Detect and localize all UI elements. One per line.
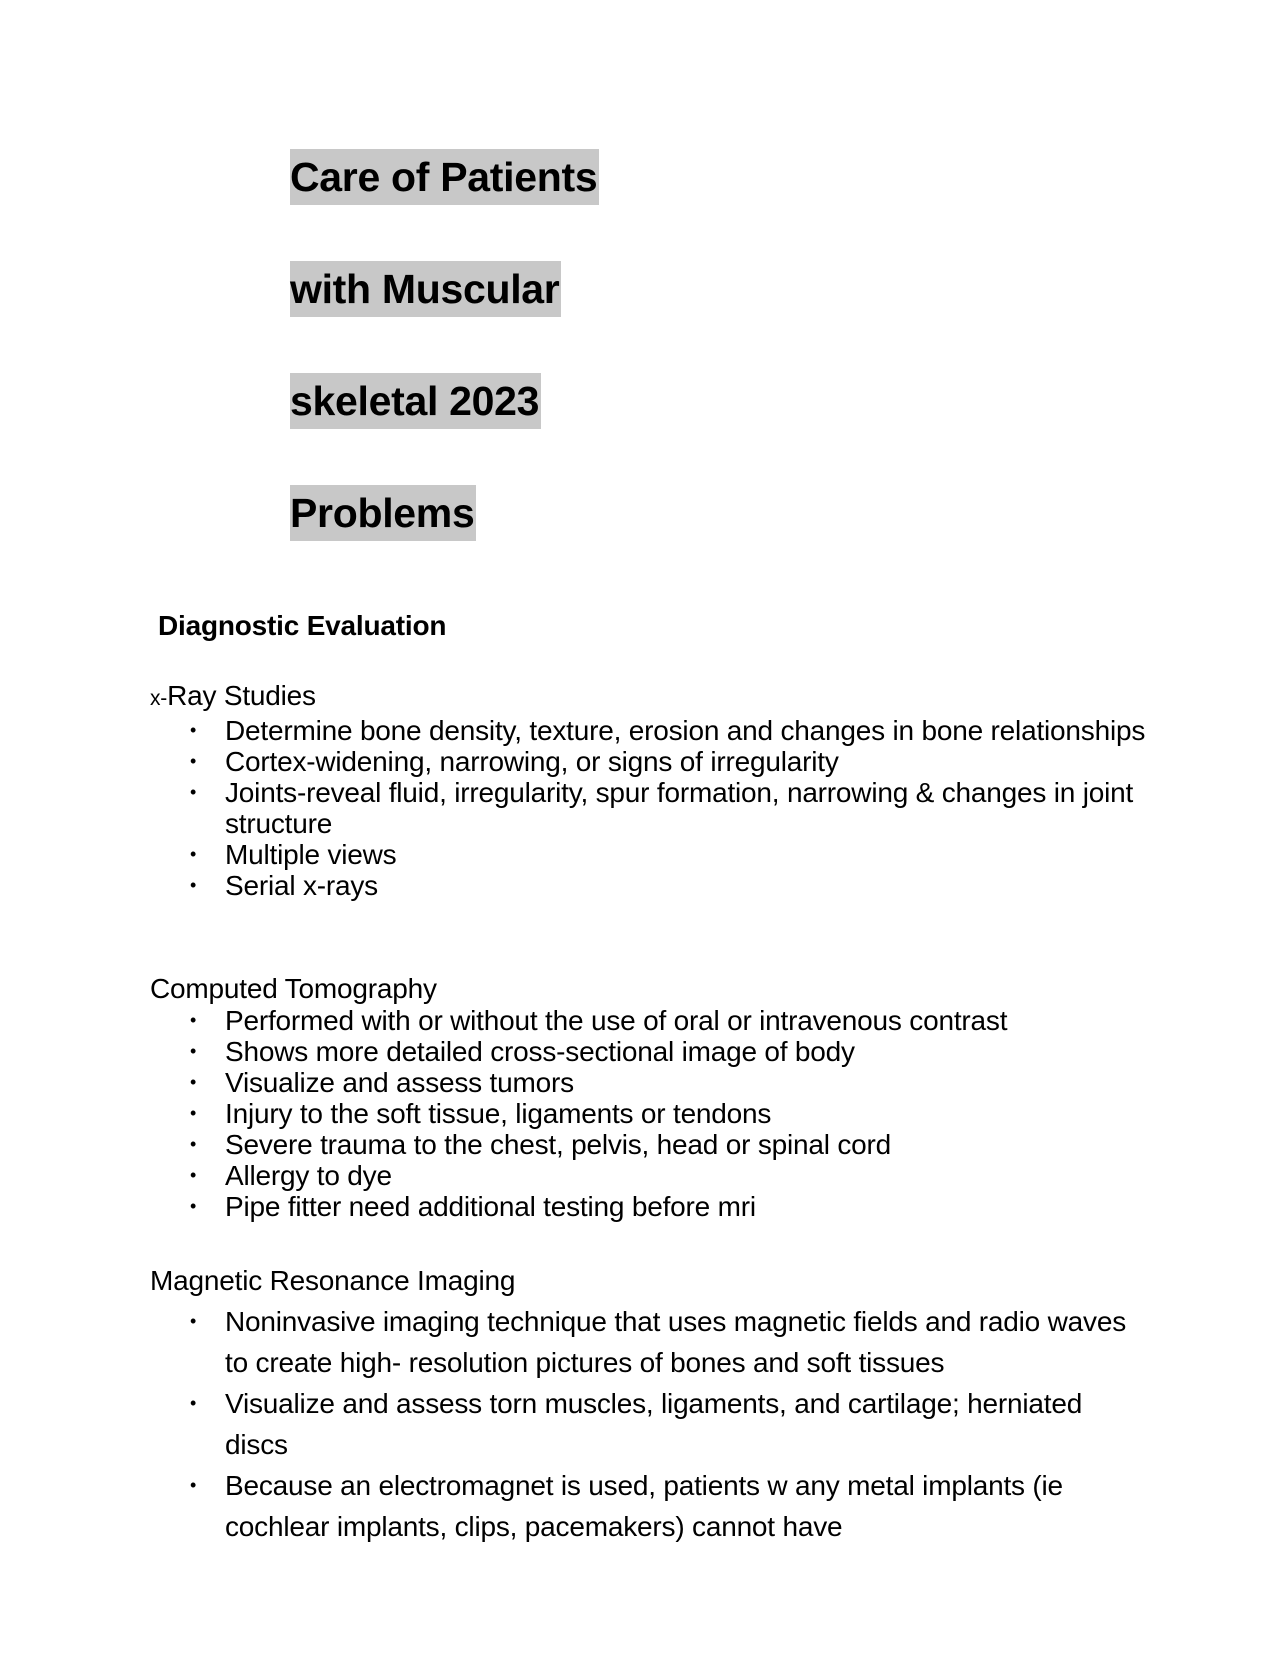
mri-bullet-list bbox=[150, 1301, 1150, 1547]
list-item-text: Performed with or without the use of oral or intravenous contrast bbox=[225, 1005, 1008, 1036]
list-item bbox=[150, 1067, 1150, 1098]
list-item-text: Visualize and assess torn muscles, ligaments, and cartilage; herniated discs bbox=[225, 1388, 1083, 1460]
bullet-glyph: • bbox=[190, 1041, 197, 1061]
bullet-glyph: • bbox=[190, 720, 197, 740]
bullet-glyph: • bbox=[190, 1165, 197, 1185]
title-line bbox=[290, 373, 599, 485]
section-heading: Diagnostic Evaluation bbox=[158, 610, 447, 641]
list-item bbox=[150, 1383, 1150, 1465]
xray-title-rest: Ray Studies bbox=[167, 680, 316, 711]
title-line bbox=[290, 261, 599, 373]
list-item-text: Allergy to dye bbox=[225, 1160, 392, 1191]
bullet-glyph: • bbox=[190, 1134, 197, 1154]
list-item bbox=[150, 1465, 1150, 1547]
list-item-text: Cortex-widening, narrowing, or signs of irregularity bbox=[225, 746, 839, 777]
list-item-text: Pipe fitter need additional testing before mri bbox=[225, 1191, 756, 1222]
list-item-text: Joints-reveal fluid, irregularity, spur formation, narrowing & changes in joint structure bbox=[225, 777, 1134, 839]
list-item-text: Visualize and assess tumors bbox=[225, 1067, 574, 1098]
bullet-glyph: • bbox=[190, 875, 197, 895]
bullet-glyph: • bbox=[190, 1072, 197, 1092]
list-item bbox=[150, 1191, 1150, 1222]
title-line bbox=[290, 149, 599, 261]
title-line-text: skeletal 2023 bbox=[290, 373, 541, 429]
xray-section bbox=[150, 680, 1150, 901]
list-item bbox=[150, 715, 1150, 746]
list-item-text: Injury to the soft tissue, ligaments or tendons bbox=[225, 1098, 772, 1129]
list-item-text: Serial x-rays bbox=[225, 870, 378, 901]
document-title bbox=[290, 149, 599, 597]
xray-title bbox=[150, 680, 1150, 715]
xray-bullet-list bbox=[150, 715, 1150, 901]
list-item-text: Severe trauma to the chest, pelvis, head or spinal cord bbox=[225, 1129, 892, 1160]
title-line bbox=[290, 485, 599, 597]
list-item bbox=[150, 1005, 1150, 1036]
bullet-glyph: • bbox=[190, 1103, 197, 1123]
list-item bbox=[150, 746, 1150, 777]
bullet-glyph: • bbox=[190, 1196, 197, 1216]
bullet-glyph: • bbox=[190, 1010, 197, 1030]
bullet-glyph: • bbox=[190, 1393, 197, 1413]
list-item bbox=[150, 870, 1150, 901]
bullet-glyph: • bbox=[190, 1311, 197, 1331]
ct-bullet-list bbox=[150, 1005, 1150, 1222]
bullet-glyph: • bbox=[190, 844, 197, 864]
list-item-text: Multiple views bbox=[225, 839, 397, 870]
list-item bbox=[150, 1160, 1150, 1191]
xray-title-prefix: x- bbox=[150, 687, 168, 710]
mri-title: Magnetic Resonance Imaging bbox=[150, 1265, 516, 1296]
ct-section bbox=[150, 973, 1150, 1222]
list-item bbox=[150, 1098, 1150, 1129]
bullet-glyph: • bbox=[190, 782, 197, 802]
list-item-text: Noninvasive imaging technique that uses magnetic fields and radio waves to create high- resolution pictures of bones and soft tissues bbox=[225, 1306, 1126, 1378]
list-item bbox=[150, 1301, 1150, 1383]
ct-title: Computed Tomography bbox=[150, 973, 437, 1004]
title-line-text: with Muscular bbox=[290, 261, 561, 317]
list-item bbox=[150, 1129, 1150, 1160]
list-item-text: Shows more detailed cross-sectional image of body bbox=[225, 1036, 855, 1067]
title-line-text: Care of Patients bbox=[290, 149, 599, 205]
list-item bbox=[150, 1036, 1150, 1067]
list-item-text: Because an electromagnet is used, patients w any metal implants (ie cochlear implants, clips, pacemakers) cannot have bbox=[225, 1470, 1063, 1542]
list-item bbox=[150, 839, 1150, 870]
list-item-text: Determine bone density, texture, erosion and changes in bone relationships bbox=[225, 715, 1146, 746]
bullet-glyph: • bbox=[190, 751, 197, 771]
list-item bbox=[150, 777, 1150, 839]
bullet-glyph: • bbox=[190, 1475, 197, 1495]
title-line-text: Problems bbox=[290, 485, 476, 541]
mri-section bbox=[150, 1265, 1150, 1547]
